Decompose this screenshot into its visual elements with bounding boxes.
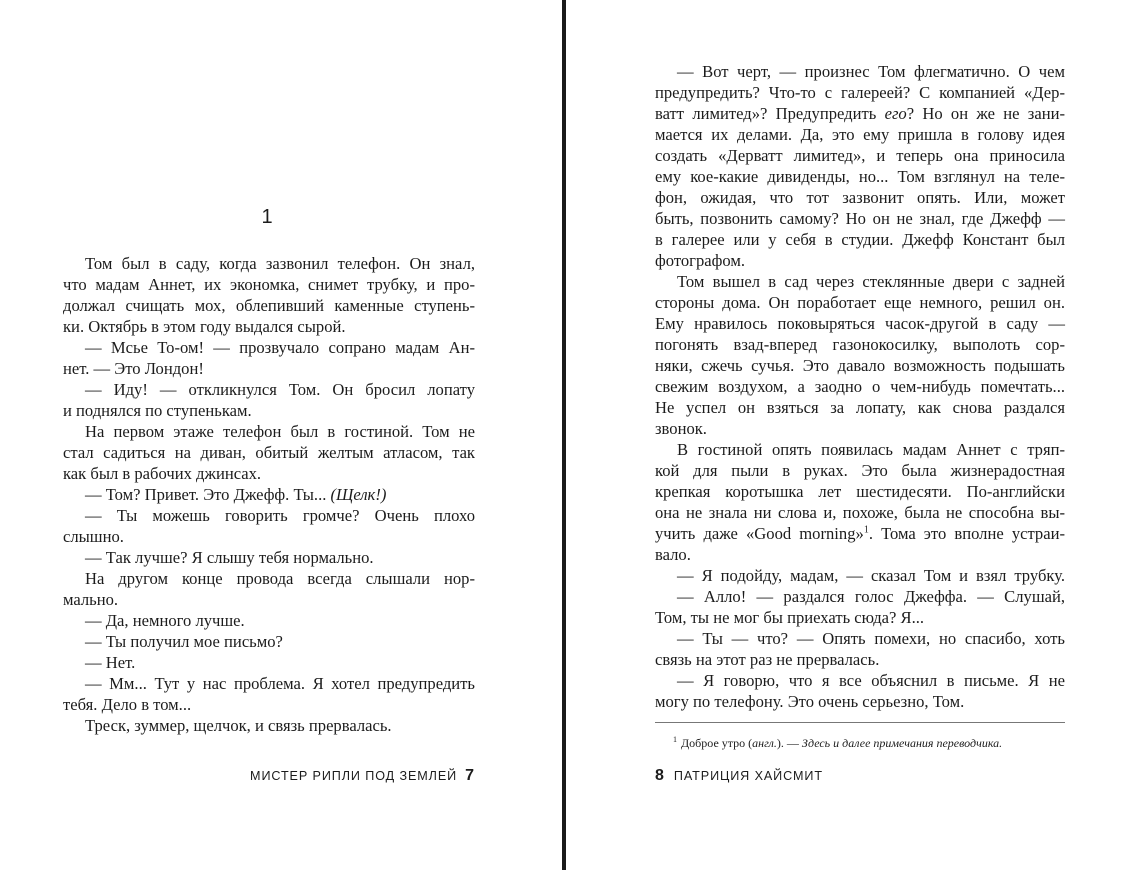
text-fragment: На другом конце провода всегда слышали нор- bbox=[85, 569, 475, 588]
text-line bbox=[655, 334, 1065, 355]
text-line bbox=[655, 61, 1065, 82]
text-line bbox=[655, 628, 1065, 649]
text-line bbox=[63, 715, 475, 736]
text-line bbox=[655, 355, 1065, 376]
text-line bbox=[63, 400, 475, 421]
right-page-body-text bbox=[655, 61, 1065, 712]
text-fragment: Не успел он взяться за лопату, как снова раздался bbox=[655, 398, 1065, 417]
text-line bbox=[655, 586, 1065, 607]
text-line bbox=[63, 652, 475, 673]
text-line bbox=[655, 313, 1065, 334]
italic-emphasis: (Щелк!) bbox=[330, 485, 387, 504]
text-fragment: — Да, немного лучше. bbox=[85, 611, 245, 630]
right-page bbox=[566, 0, 1129, 870]
text-line bbox=[63, 337, 475, 358]
text-line bbox=[63, 484, 475, 505]
text-fragment: На первом этаже телефон был в гостиной. Том не bbox=[85, 422, 475, 441]
text-line bbox=[655, 418, 1065, 439]
text-fragment: Том, ты не мог бы приехать сюда? Я... bbox=[655, 608, 925, 627]
text-fragment: няки, сжечь сучья. Это давало возможность подышать bbox=[655, 356, 1065, 375]
text-fragment: учить даже «Good morning» bbox=[655, 524, 864, 543]
text-fragment: Ему нравилось поковыряться часок-другой в саду — bbox=[655, 314, 1065, 333]
text-fragment: Том вышел в сад через стеклянные двери с задней bbox=[677, 272, 1065, 291]
text-line bbox=[655, 82, 1065, 103]
text-line bbox=[655, 187, 1065, 208]
text-fragment: что мадам Аннет, их экономка, снимет трубку, и про- bbox=[63, 275, 475, 294]
text-fragment: нет. — Это Лондон! bbox=[63, 359, 204, 378]
text-line bbox=[655, 502, 1065, 523]
text-line bbox=[655, 523, 1065, 544]
text-fragment: связь на этот раз не прервалась. bbox=[655, 650, 880, 669]
text-fragment: могу по телефону. Это очень серьезно, Том. bbox=[655, 692, 965, 711]
footnote-rule bbox=[655, 722, 1065, 723]
text-fragment: ему кое-какие дивиденды, но... Том взглянул на теле- bbox=[655, 167, 1065, 186]
footnote-text-start: Доброе утро ( bbox=[681, 736, 753, 750]
text-fragment: — Я подойду, мадам, — сказал Том и взял трубку. bbox=[677, 566, 1065, 585]
text-line bbox=[655, 229, 1065, 250]
text-fragment: кой для пыли в руках. Это была жизнерадостная bbox=[655, 461, 1065, 480]
text-fragment: фон, ожидая, что тот зазвонит опять. Или, может bbox=[655, 188, 1065, 207]
footnote-reference: 1 bbox=[863, 524, 869, 536]
text-line bbox=[655, 271, 1065, 292]
text-fragment: крепкая коротышка лет шестидесяти. По-английски bbox=[655, 482, 1065, 501]
left-page bbox=[0, 0, 562, 870]
text-fragment: должал счищать мох, облепивший каменные ступень- bbox=[63, 296, 475, 315]
text-line bbox=[63, 295, 475, 316]
text-fragment: Треск, зуммер, щелчок, и связь прервалась. bbox=[85, 716, 392, 735]
text-fragment: — Вот черт, — произнес Том флегматично. О чем bbox=[677, 62, 1065, 81]
footnote-text-mid: ). — bbox=[776, 736, 802, 750]
text-line bbox=[63, 421, 475, 442]
text-fragment: как был в рабочих джинсах. bbox=[63, 464, 262, 483]
text-fragment: — Я говорю, что я все объяснил в письме. Я не bbox=[677, 671, 1065, 690]
text-fragment: Том был в саду, когда зазвонил телефон. Он знал, bbox=[85, 254, 475, 273]
text-line bbox=[63, 547, 475, 568]
text-line bbox=[63, 442, 475, 463]
text-line bbox=[655, 481, 1065, 502]
footnote bbox=[673, 732, 1093, 751]
text-line bbox=[655, 649, 1065, 670]
text-fragment: погонять взад-вперед газонокосилку, выполоть сор- bbox=[655, 335, 1065, 354]
text-line bbox=[63, 673, 475, 694]
text-line bbox=[63, 274, 475, 295]
text-line bbox=[655, 376, 1065, 397]
text-line bbox=[63, 631, 475, 652]
left-page-number: 7 bbox=[465, 767, 474, 784]
text-line bbox=[655, 460, 1065, 481]
text-line bbox=[655, 292, 1065, 313]
text-line bbox=[655, 439, 1065, 460]
text-line bbox=[655, 103, 1065, 124]
footnote-mark: 1 bbox=[673, 735, 677, 744]
text-fragment: ки. Октябрь в этом году выдался сырой. bbox=[63, 317, 346, 336]
text-fragment: — Том? Привет. Это Джефф. Ты... bbox=[85, 485, 327, 504]
text-fragment: мается их делами. Да, это ему пришла в голову идея bbox=[655, 125, 1065, 144]
text-line bbox=[63, 253, 475, 274]
text-line bbox=[63, 358, 475, 379]
text-line bbox=[63, 379, 475, 400]
text-line bbox=[63, 694, 475, 715]
text-line bbox=[63, 463, 475, 484]
text-line bbox=[655, 250, 1065, 271]
right-running-head bbox=[655, 766, 823, 786]
footnote-text-italic-lang: англ. bbox=[752, 736, 777, 750]
text-fragment: слышно. bbox=[63, 527, 124, 546]
text-fragment: звонок. bbox=[655, 419, 707, 438]
text-fragment: предупредить? Что-то с галереей? С компанией «Дер- bbox=[655, 83, 1065, 102]
text-line bbox=[63, 526, 475, 547]
left-running-head-title: МИСТЕР РИПЛИ ПОД ЗЕМЛЕЙ bbox=[250, 769, 458, 783]
text-line bbox=[63, 316, 475, 337]
text-fragment: — Мм... Тут у нас проблема. Я хотел предупредить bbox=[85, 674, 475, 693]
text-fragment: фотографом. bbox=[655, 251, 746, 270]
text-line bbox=[655, 670, 1065, 691]
italic-emphasis: его bbox=[884, 104, 907, 123]
left-running-head bbox=[250, 766, 474, 786]
text-fragment: — Так лучше? Я слышу тебя нормально. bbox=[85, 548, 374, 567]
text-fragment: ? Но он же не зани- bbox=[906, 104, 1065, 123]
text-line bbox=[63, 505, 475, 526]
text-fragment: — Нет. bbox=[85, 653, 136, 672]
text-fragment: и поднялся по ступенькам. bbox=[63, 401, 252, 420]
text-fragment: — Ты можешь говорить громче? Очень плохо bbox=[85, 506, 475, 525]
text-fragment: тебя. Дело в том... bbox=[63, 695, 192, 714]
text-fragment: мально. bbox=[63, 590, 119, 609]
text-fragment: В гостиной опять появилась мадам Аннет с тряп- bbox=[677, 440, 1065, 459]
text-fragment: — Иду! — откликнулся Том. Он бросил лопату bbox=[85, 380, 475, 399]
text-line bbox=[655, 397, 1065, 418]
right-running-head-title: ПАТРИЦИЯ ХАЙСМИТ bbox=[673, 769, 823, 783]
text-line bbox=[655, 544, 1065, 565]
text-line bbox=[655, 166, 1065, 187]
text-fragment: стороны дома. Он поработает еще немного, решил он. bbox=[655, 293, 1065, 312]
text-fragment: ватт лимитед»? Предупредить bbox=[655, 104, 885, 123]
text-fragment: быть, позвонить самому? Но он не знал, где Джефф — bbox=[655, 209, 1065, 228]
text-fragment: . Тома это вполне устраи- bbox=[868, 524, 1065, 543]
text-line bbox=[63, 568, 475, 589]
text-line bbox=[655, 208, 1065, 229]
text-fragment: стал садиться на диван, обитый желтым атласом, так bbox=[63, 443, 475, 462]
text-line bbox=[63, 610, 475, 631]
text-fragment: создать «Дерватт лимитед», и теперь она приносила bbox=[655, 146, 1065, 165]
text-fragment: — Мсье То-ом! — прозвучало сопрано мадам Ан- bbox=[85, 338, 475, 357]
text-line bbox=[655, 145, 1065, 166]
text-line bbox=[655, 691, 1065, 712]
left-page-body-text bbox=[63, 253, 475, 736]
footnote-text-italic-note: Здесь и далее примечания переводчика. bbox=[801, 736, 1003, 750]
text-fragment: она не знала ни слова и, похоже, была не способна вы- bbox=[655, 503, 1065, 522]
text-line bbox=[655, 565, 1065, 586]
chapter-number: 1 bbox=[261, 206, 273, 228]
text-line bbox=[63, 589, 475, 610]
text-fragment: — Алло! — раздался голос Джеффа. — Слушай, bbox=[677, 587, 1065, 606]
text-line bbox=[655, 124, 1065, 145]
text-fragment: в галерее или у себя в студии. Джефф Констант был bbox=[655, 230, 1065, 249]
text-fragment: свежим воздухом, а заодно о чем-нибудь помечтать... bbox=[655, 377, 1065, 396]
text-line bbox=[655, 607, 1065, 628]
text-fragment: — Ты — что? — Опять помехи, но спасибо, хоть bbox=[677, 629, 1065, 648]
right-page-number: 8 bbox=[655, 767, 664, 784]
text-fragment: — Ты получил мое письмо? bbox=[85, 632, 283, 651]
text-fragment: вало. bbox=[655, 545, 691, 564]
